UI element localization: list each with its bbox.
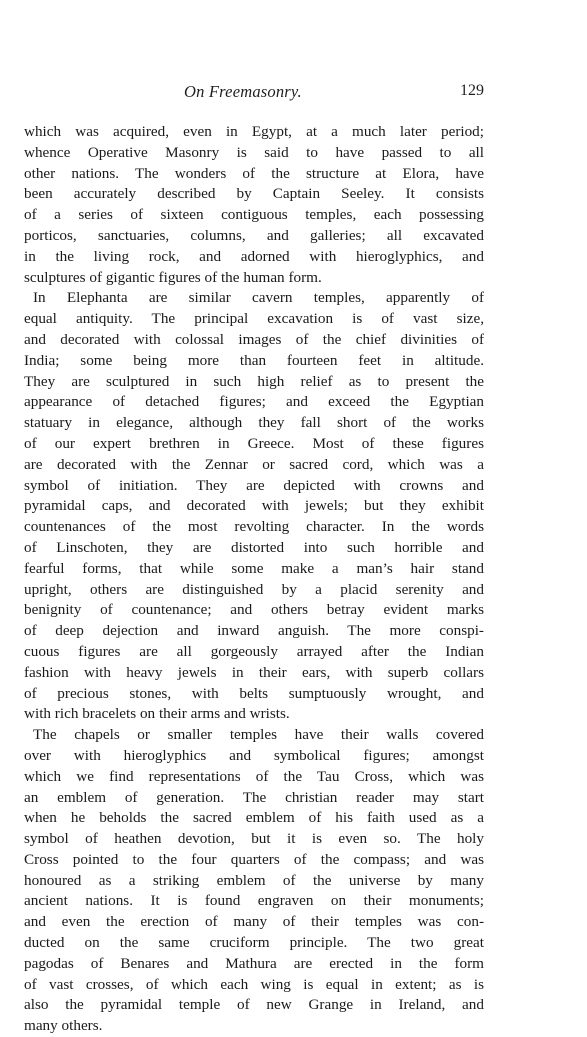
text-line: symbol of heathen devotion, but it is even so. The holy xyxy=(24,830,484,848)
text-line: with rich bracelets on their arms and wrists. xyxy=(24,705,290,723)
text-line: honoured as a striking emblem of the universe by many xyxy=(24,871,484,889)
text-line: India; some being more than fourteen feet in altitude. xyxy=(24,351,484,369)
text-line: whence Operative Masonry is said to have passed to all xyxy=(24,143,484,161)
text-line: equal antiquity. The principal excavation is of vast size, xyxy=(24,310,484,328)
text-line: of precious stones, with belts sumptuously wrought, and xyxy=(24,684,484,702)
text-line: which we find representations of the Tau Cross, which was xyxy=(24,767,484,785)
text-line: Cross pointed to the four quarters of the compass; and was xyxy=(24,850,484,868)
paragraph-start-line: In Elephanta are similar cavern temples, apparently of xyxy=(33,289,484,307)
text-line: and even the erection of many of their temples was con- xyxy=(24,913,484,931)
body-text xyxy=(24,122,484,1037)
text-line: ducted on the same cruciform principle. The two great xyxy=(24,934,484,952)
text-line: statuary in elegance, although they fall short of the works xyxy=(24,414,484,432)
paragraph-start-line: The chapels or smaller temples have their walls covered xyxy=(33,726,484,744)
text-line: of deep dejection and inward anguish. The more conspi- xyxy=(24,622,484,640)
text-line: fearful forms, that while some make a man’s hair stand xyxy=(24,559,484,577)
text-line: of a series of sixteen contiguous temples, each possessing xyxy=(24,206,484,224)
text-line: of Linschoten, they are distorted into such horrible and xyxy=(24,538,484,556)
text-line: of our expert brethren in Greece. Most of these figures xyxy=(24,434,484,452)
text-line: when he beholds the sacred emblem of his faith used as a xyxy=(24,809,484,827)
text-line: sculptures of gigantic figures of the human form. xyxy=(24,268,322,286)
text-line: symbol of initiation. They are depicted with crowns and xyxy=(24,476,484,494)
text-line: pagodas of Benares and Mathura are erected in the form xyxy=(24,954,484,972)
text-line: pyramidal caps, and decorated with jewels; but they exhibit xyxy=(24,497,484,515)
text-line: been accurately described by Captain Seeley. It consists xyxy=(24,185,484,203)
text-line: in the living rock, and adorned with hieroglyphics, and xyxy=(24,247,484,265)
text-line: which was acquired, even in Egypt, at a much later period; xyxy=(24,123,484,140)
text-line: ancient nations. It is found engraven on their monuments; xyxy=(24,892,484,910)
text-line: many others. xyxy=(24,1017,103,1035)
running-head: On Freemasonry. xyxy=(184,82,302,101)
text-line: porticos, sanctuaries, columns, and galleries; all excavated xyxy=(24,226,484,244)
text-line: other nations. The wonders of the structure at Elora, have xyxy=(24,164,484,182)
text-line: appearance of detached figures; and exceed the Egyptian xyxy=(24,393,484,411)
text-line: of vast crosses, of which each wing is equal in extent; as is xyxy=(24,975,484,993)
text-line: and decorated with colossal images of the chief divinities of xyxy=(24,330,484,348)
text-line: are decorated with the Zennar or sacred cord, which was a xyxy=(24,455,484,473)
page-header xyxy=(24,82,484,106)
text-line: over with hieroglyphics and symbolical figures; amongst xyxy=(24,746,484,764)
page-number: 129 xyxy=(460,82,484,99)
text-line: countenances of the most revolting character. In the words xyxy=(24,518,484,536)
text-line: They are sculptured in such high relief as to present the xyxy=(24,372,484,390)
text-line: an emblem of generation. The christian reader may start xyxy=(24,788,484,806)
text-line: also the pyramidal temple of new Grange in Ireland, and xyxy=(24,996,484,1014)
text-line: fashion with heavy jewels in their ears, with superb collars xyxy=(24,663,484,681)
text-line: cuous figures are all gorgeously arrayed after the Indian xyxy=(24,642,484,660)
text-line: benignity of countenance; and others betray evident marks xyxy=(24,601,484,619)
text-line: upright, others are distinguished by a placid serenity and xyxy=(24,580,484,598)
